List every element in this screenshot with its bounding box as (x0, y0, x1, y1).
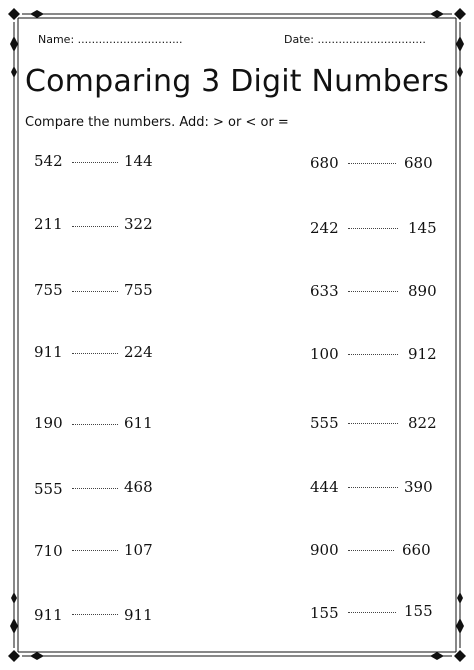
left-number-b: 755 (124, 281, 153, 299)
right-number-a: 555 (310, 414, 339, 432)
left-number-b: 322 (124, 215, 153, 233)
left-number-a: 710 (34, 542, 63, 560)
left-number-b: 911 (124, 606, 153, 624)
answer-blank[interactable] (348, 354, 398, 355)
left-number-a: 755 (34, 281, 63, 299)
answer-blank[interactable] (72, 291, 118, 292)
answer-blank[interactable] (72, 488, 118, 489)
instruction-text: Compare the numbers. Add: > or < or = (25, 115, 289, 130)
answer-blank[interactable] (72, 353, 118, 354)
left-number-a: 190 (34, 414, 63, 432)
answer-blank[interactable] (348, 228, 398, 229)
answer-blank[interactable] (72, 550, 118, 551)
left-number-b: 468 (124, 478, 153, 496)
answer-blank[interactable] (348, 423, 398, 424)
answer-blank[interactable] (348, 550, 394, 551)
answer-blank[interactable] (72, 424, 118, 425)
left-number-a: 542 (34, 152, 63, 170)
answer-blank[interactable] (348, 163, 396, 164)
right-number-b: 912 (408, 345, 437, 363)
right-number-b: 155 (404, 602, 433, 620)
left-number-b: 107 (124, 541, 153, 559)
name-field-label: Name: .............................. (38, 33, 183, 46)
right-number-b: 145 (408, 219, 437, 237)
right-number-b: 660 (402, 541, 431, 559)
right-number-b: 890 (408, 282, 437, 300)
right-number-a: 100 (310, 345, 339, 363)
left-number-a: 911 (34, 343, 63, 361)
left-number-a: 211 (34, 215, 63, 233)
left-number-a: 911 (34, 606, 63, 624)
right-number-a: 242 (310, 219, 339, 237)
answer-blank[interactable] (72, 162, 118, 163)
left-number-a: 555 (34, 480, 63, 498)
answer-blank[interactable] (72, 226, 118, 227)
answer-blank[interactable] (348, 612, 396, 613)
right-number-a: 155 (310, 604, 339, 622)
date-field-label: Date: ............................... (284, 33, 426, 46)
left-number-b: 144 (124, 152, 153, 170)
answer-blank[interactable] (72, 614, 118, 615)
right-number-a: 633 (310, 282, 339, 300)
right-number-b: 822 (408, 414, 437, 432)
answer-blank[interactable] (348, 291, 398, 292)
right-number-a: 680 (310, 154, 339, 172)
right-number-b: 390 (404, 478, 433, 496)
right-number-a: 900 (310, 541, 339, 559)
left-number-b: 611 (124, 414, 153, 432)
right-number-a: 444 (310, 478, 339, 496)
page-title: Comparing 3 Digit Numbers (24, 64, 450, 99)
right-number-b: 680 (404, 154, 433, 172)
answer-blank[interactable] (348, 487, 398, 488)
left-number-b: 224 (124, 343, 153, 361)
